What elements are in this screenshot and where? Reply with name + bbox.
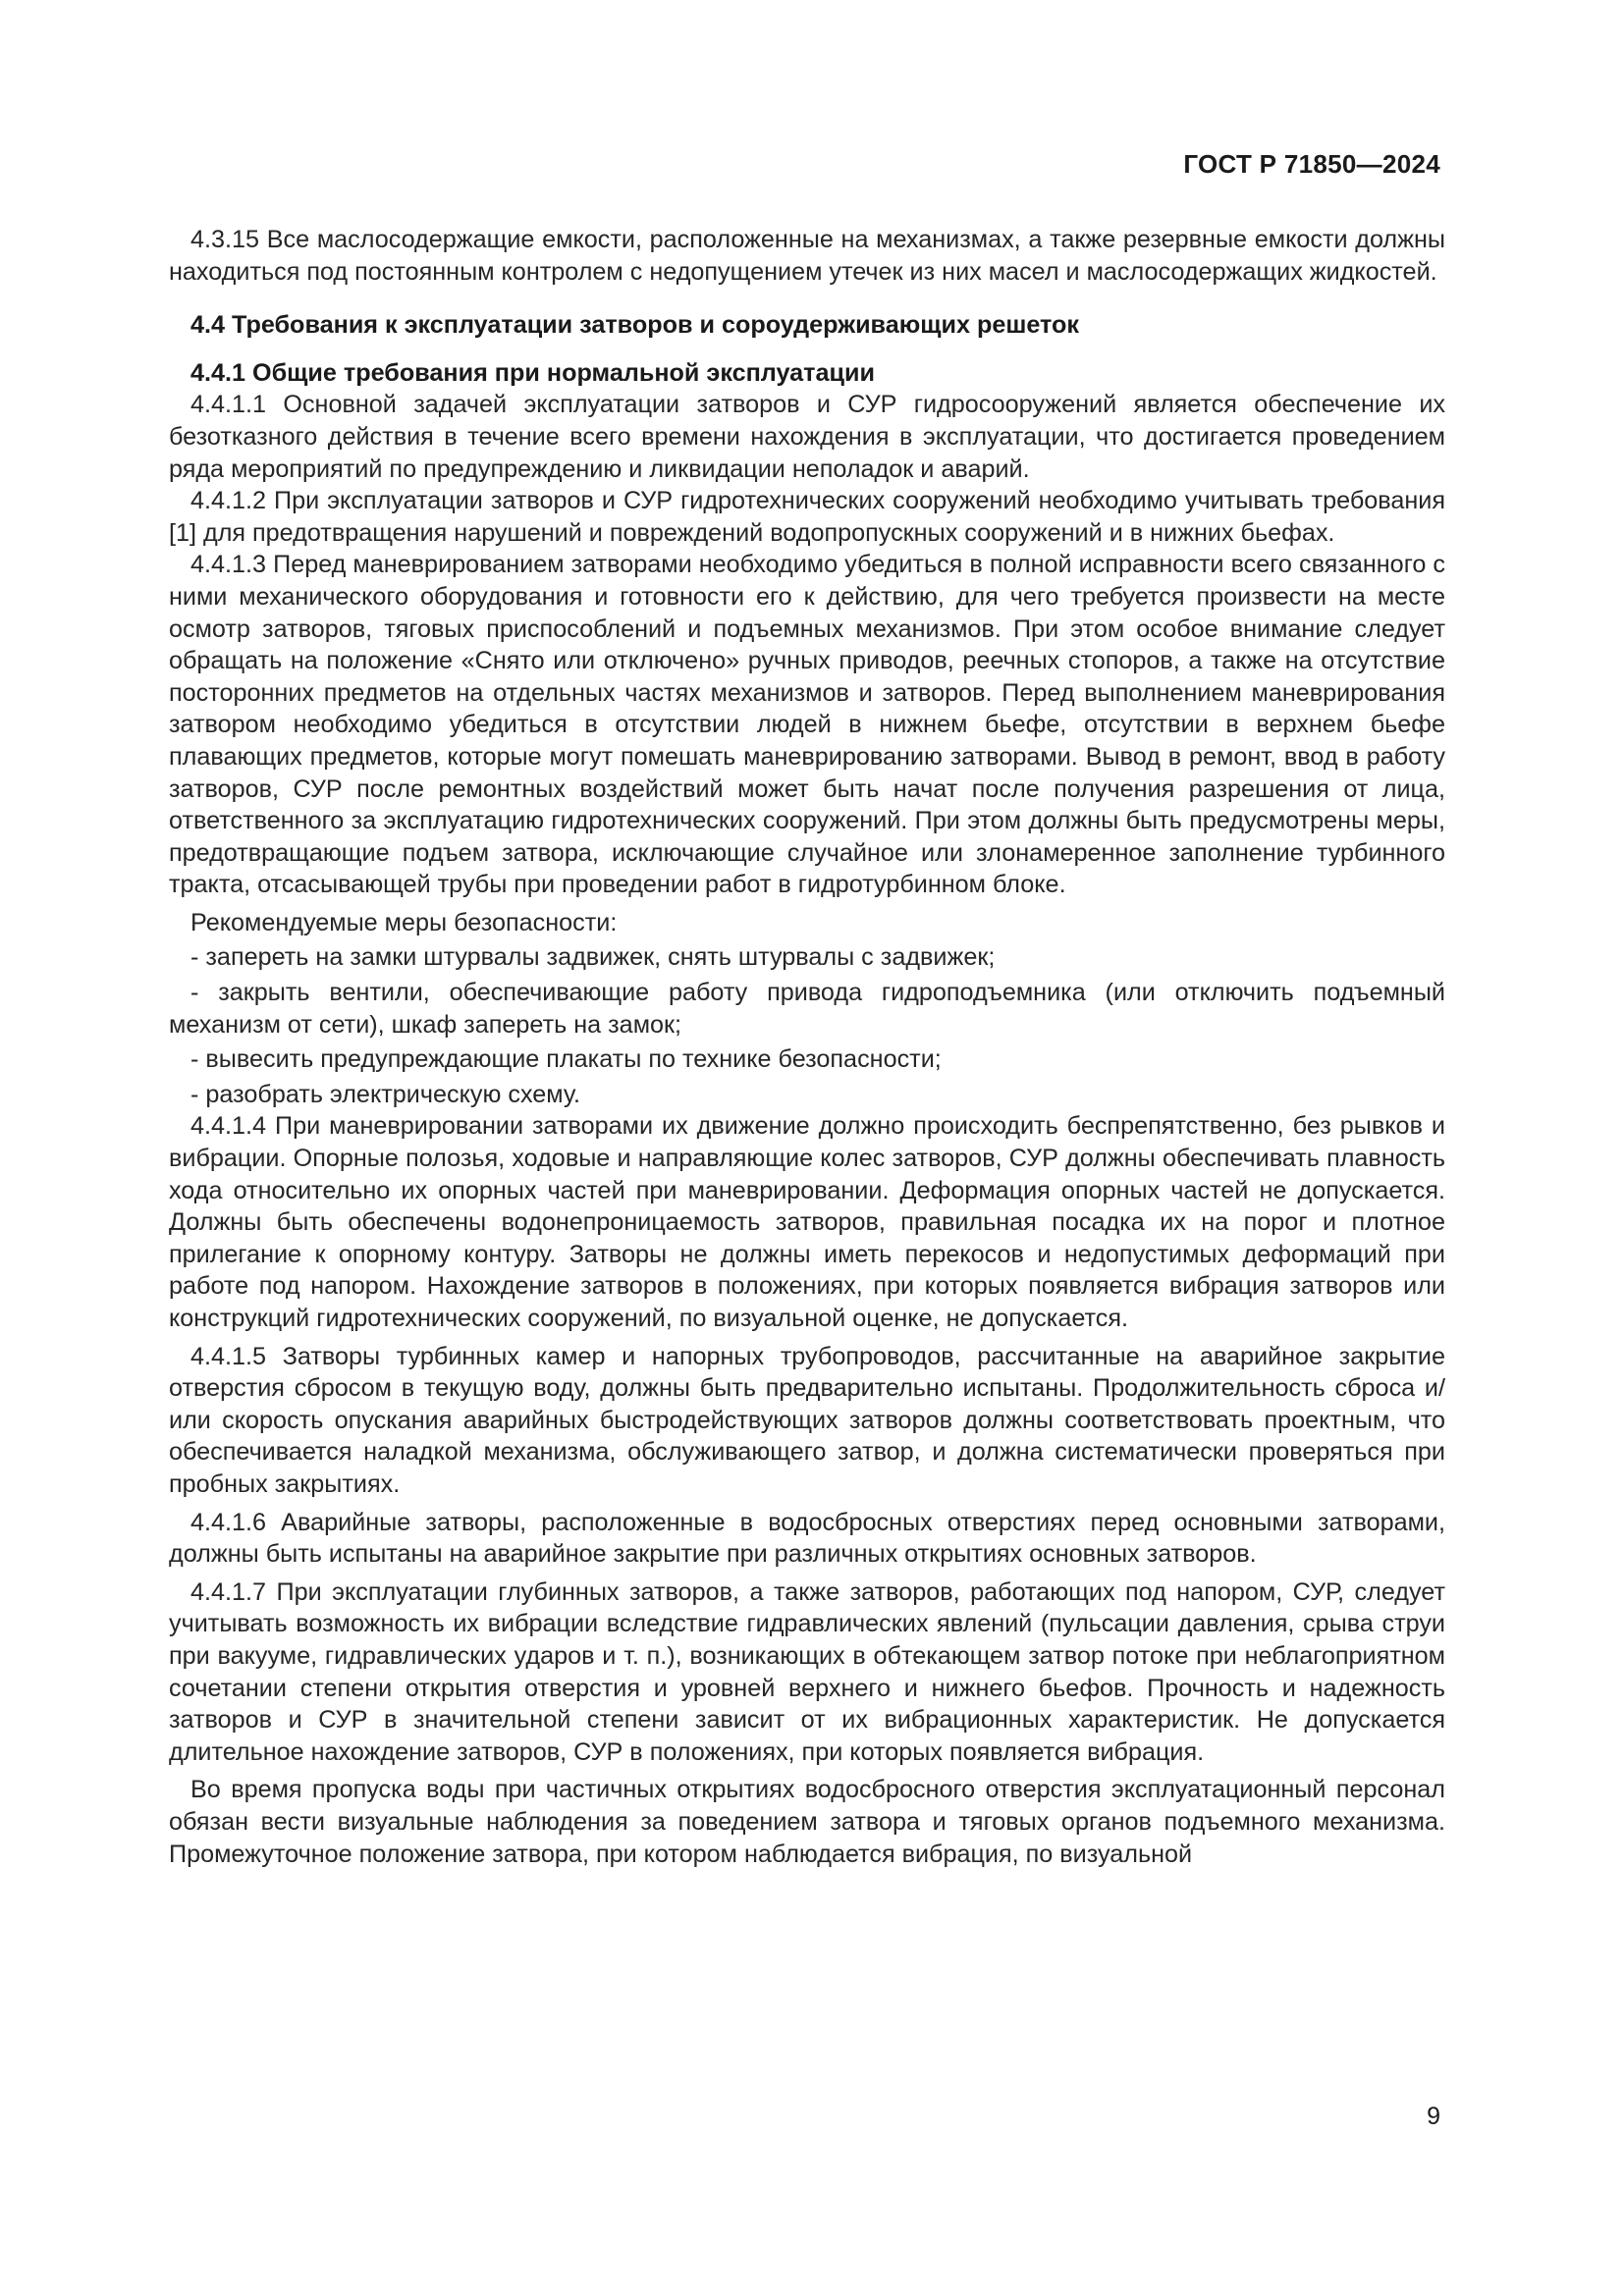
subsection-heading-4-4-1: 4.4.1 Общие требования при нормальной эксплуатации <box>190 358 875 387</box>
page-number: 9 <box>1427 2103 1440 2130</box>
document-header: ГОСТ Р 71850—2024 <box>1183 149 1440 179</box>
paragraph-4-4-1-6: 4.4.1.6 Аварийные затворы, расположенные в водосбросных отверстиях перед основными затворами, должны быть испытаны на аварийное закрытие при различных открытиях основных затворов. <box>169 1508 1445 1569</box>
safety-measures-intro: Рекомендуемые меры безопасности: <box>190 908 618 936</box>
paragraph-4-4-1-1: 4.4.1.1 Основной задачей эксплуатации затворов и СУР гидросооружений является обеспечение их безотказного действия в течение всего времени нахождения в эксплуатации, что достигается проведением ряда мероприятий по предупреждению и ликвидации неполадок и аварий. <box>169 391 1445 483</box>
document-body <box>169 224 1445 1870</box>
paragraph-4-4-1-3: 4.4.1.3 Перед маневрированием затворами необходимо убедиться в полной исправности всего связанного с ними механического оборудования и готовности его к действию, для чего требуется произвести на месте осмотр затворов, тяговых приспособлений и подъемных механизмов. При этом особое внимание следует обращать на положение «Снято или отключено» ручных приводов, реечных стопоров, а также на отсутствие посторонних предметов на отдельных частях механизмов и затворов. Перед выполнением маневрирования затвором необходимо убедиться в отсутствии людей в нижнем бьефе, отсутствии в верхнем бьефе плавающих предметов, которые могут помешать маневрированию затворами. Вывод в ремонт, ввод в работу затворов, СУР после ремонтных воздействий может быть начат после получения разрешения от лица, ответственного за эксплуатацию гидротехнических сооружений. При этом должны быть предусмотрены меры, предотвращающие подъем затвора, исключающие случайное или злонамеренное заполнение турбинного тракта, отсасывающей трубы при проведении работ в гидротурбинном блоке. <box>169 551 1445 899</box>
section-heading-4-4: 4.4 Требования к эксплуатации затворов и сороудерживающих решеток <box>190 311 1080 340</box>
paragraph-4-4-1-2: 4.4.1.2 При эксплуатации затворов и СУР гидротехнических сооружений необходимо учитывать требования [1] для предотвращения нарушений и повреждений водопропускных сооружений и в нижних бьефах. <box>169 487 1445 547</box>
paragraph-4-3-15: 4.3.15 Все маслосодержащие емкости, расположенные на механизмах, а также резервные емкости должны находиться под постоянным контролем с недопущением утечек из них масел и маслосодержащих жидкостей. <box>169 226 1445 286</box>
paragraph-4-4-1-5: 4.4.1.5 Затворы турбинных камер и напорных трубопроводов, рассчитанные на аварийное закрытие отверстия сбросом в текущую воду, должны быть предварительно испытаны. Продолжительность сброса и/или скорость опускания аварийных быстродействующих затворов должны соответствовать проектным, что обеспечивается наладкой механизма, обслуживающего затвор, и должна систематически проверяться при пробных закрытиях. <box>169 1342 1445 1498</box>
safety-list-item: - закрыть вентили, обеспечивающие работу привода гидроподъемника (или отключить подъемный механизм от сети), шкаф запереть на замок; <box>169 979 1445 1039</box>
paragraph-4-4-1-7: 4.4.1.7 При эксплуатации глубинных затворов, а также затворов, работающих под напором, СУР, следует учитывать возможность их вибрации вследствие гидравлических явлений (пульсации давления, срыва струи при вакууме, гидравлических ударов и т. п.), возникающих в обтекающем затвор потоке при неблагоприятном сочетании степени открытия отверстия и уровней верхнего и нижнего бьефов. Прочность и надежность затворов и СУР в значительной степени зависит от их вибрационных характеристик. Не допускается длительное нахождение затворов, СУР в положениях, при которых появляется вибрация. <box>169 1577 1445 1766</box>
paragraph-4-4-1-4: 4.4.1.4 При маневрировании затворами их движение должно происходить беспрепятственно, без рывков и вибрации. Опорные полозья, ходовые и направляющие колес затворов, СУР должны обеспечивать плавность хода относительно их опорных частей при маневрировании. Деформация опорных частей не допускается. Должны быть обеспечены водонепроницаемость затворов, правильная посадка их на порог и плотное прилегание к опорному контуру. Затворы не должны иметь перекосов и недопустимых деформаций при работе под напором. Нахождение затворов в положениях, при которых появляется вибрация затворов или конструкций гидротехнических сооружений, по визуальной оценке, не допускается. <box>169 1112 1445 1332</box>
safety-list-item: - разобрать электрическую схему. <box>190 1080 580 1108</box>
paragraph-vibration-observation: Во время пропуска воды при частичных открытиях водосбросного отверстия эксплуатационный персонал обязан вести визуальные наблюдения за поведением затвора и тяговых органов подъемного механизма. Промежуточное положение затвора, при котором наблюдается вибрация, по визуальной <box>169 1776 1445 1868</box>
safety-list-item: - вывесить предупреждающие плакаты по технике безопасности; <box>190 1045 942 1074</box>
safety-list-item: - запереть на замки штурвалы задвижек, снять штурвалы с задвижек; <box>190 943 996 972</box>
